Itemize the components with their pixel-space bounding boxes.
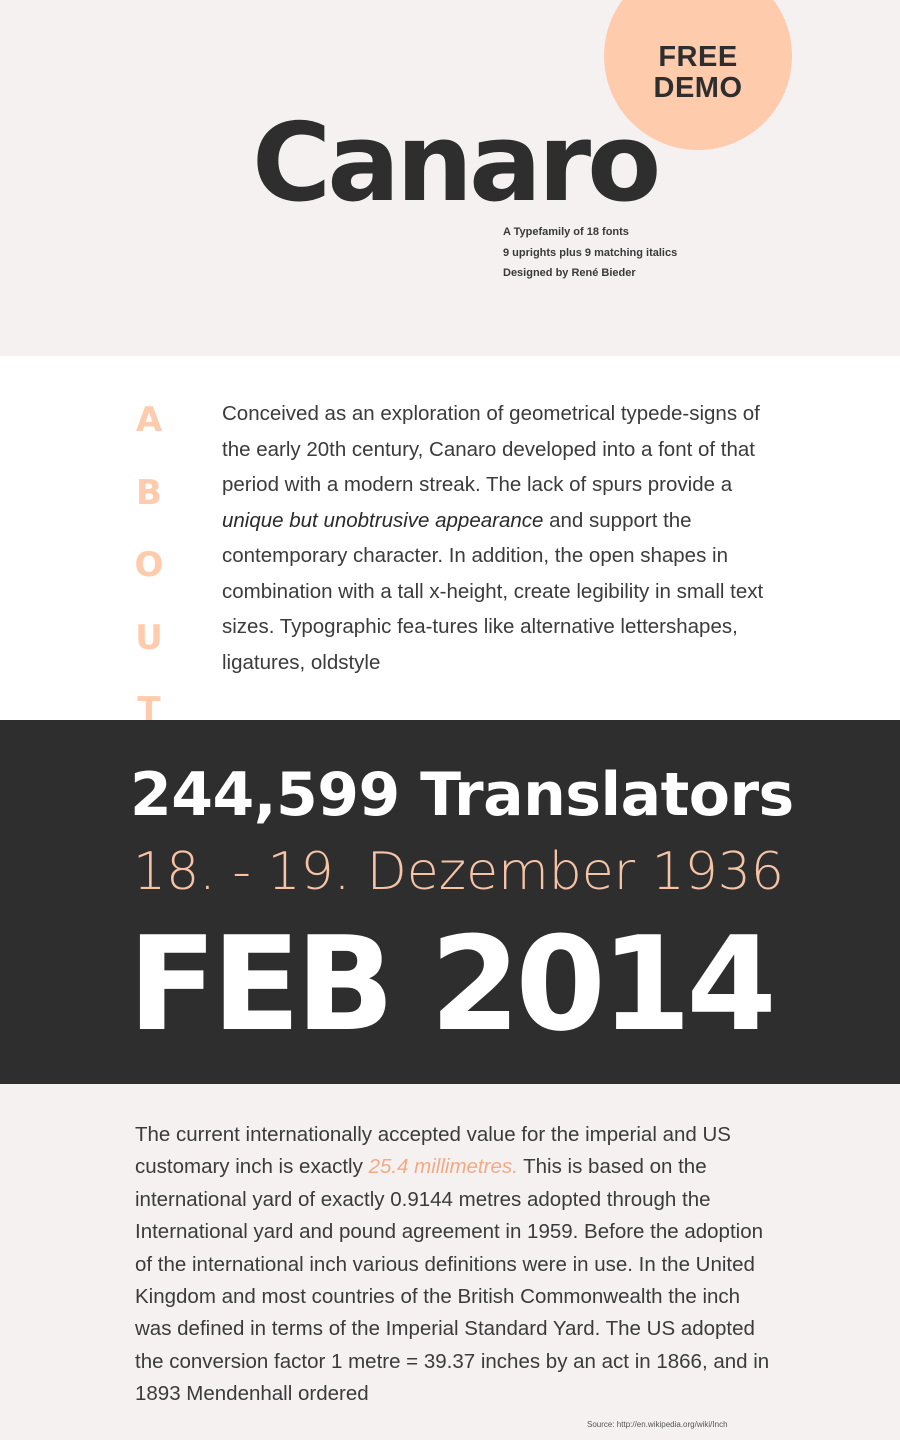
showcase-feb-2014: FEB 2014 — [128, 908, 772, 1060]
body-section — [0, 1084, 900, 1440]
about-letter: B — [136, 472, 162, 513]
about-text-end: and support the contemporary character. In addition, the open shapes in combination with a tall x-height, create legibility in small text sizes. Typographic fea-tures like alternative lettershapes, ligatures, oldstyle — [222, 508, 764, 674]
hero-section — [0, 0, 900, 356]
font-meta — [503, 222, 677, 284]
about-vertical-label — [124, 400, 174, 720]
about-letter: O — [134, 545, 164, 585]
meta-line: Designed by René Bieder — [503, 267, 636, 279]
badge-line-1: FREE — [658, 41, 738, 73]
about-section — [0, 356, 900, 720]
source-credit: Source: http://en.wikipedia.org/wiki/Inch — [587, 1420, 728, 1429]
about-letter: T — [137, 690, 161, 720]
showcase-translators: 244,599 Translators — [130, 760, 794, 830]
showcase-section — [0, 720, 900, 1084]
canaro-logo: Canaro — [252, 101, 658, 226]
about-letter: U — [135, 617, 163, 658]
body-paragraph — [135, 1119, 775, 1411]
about-text-start: Conceived as an exploration of geometrical typede-signs of the early 20th century, Canaro developed into a font of that period with a modern streak. The lack of spurs provide a — [222, 402, 760, 496]
millimetres-link[interactable]: 25.4 millimetres. — [368, 1155, 518, 1179]
showcase-date-light: 18. - 19. Dezember 1936 — [133, 842, 784, 902]
body-text-start: The current internationally accepted value for the imperial and US customary inch is exactly — [135, 1123, 731, 1179]
body-text-end: This is based on the international yard of exactly 0.9144 metres adopted through the International yard and pound agreement in 1959. Before the adoption of the international inch various definitions were in use. In the United Kingdom and most countries of the British Commonwealth the inch was defined in terms of the Imperial Standard Yard. The US adopted the conversion factor 1 metre = 39.37 inches by an act in 1866, and in 1893 Mendenhall ordered — [135, 1155, 770, 1406]
meta-line: 9 uprights plus 9 matching italics — [503, 246, 678, 259]
meta-line: A Typefamily of 18 fonts — [503, 226, 629, 238]
about-letter: A — [135, 400, 163, 440]
about-emphasis: unique but unobtrusive appearance — [222, 508, 544, 532]
badge-line-2: DEMO — [653, 72, 743, 104]
about-paragraph — [222, 396, 782, 680]
